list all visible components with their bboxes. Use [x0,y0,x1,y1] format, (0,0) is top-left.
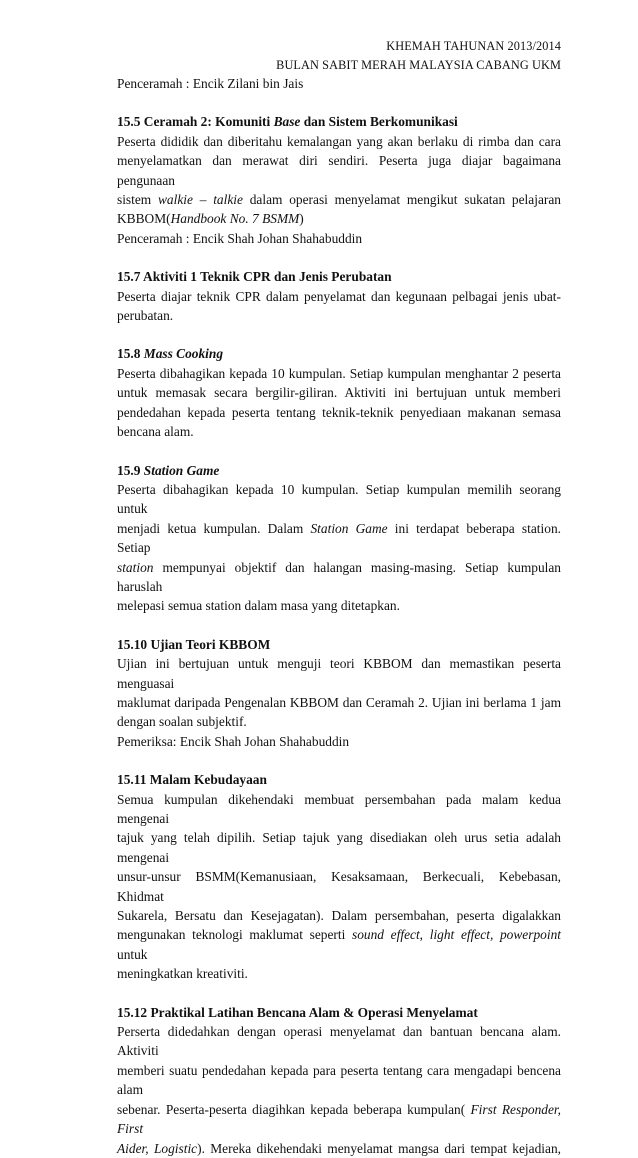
section-15-11-heading: 15.11 Malam Kebudayaan [117,772,267,788]
paragraph-line: Peserta dibahagikan kepada 10 kumpulan. Setiap kumpulan memilih seorang untuk [117,481,561,517]
text-run: mengunakan teknologi maklumat seperti [117,927,352,943]
header-line-2: BULAN SABIT MERAH MALAYSIA CABANG UKM [276,58,561,72]
text-run: dalam operasi menyelamat mengikut sukatan pelajaran [242,192,561,208]
paragraph-line: Peserta diajar teknik CPR dalam penyelamat dan kegunaan pelbagai jenis ubat- [117,288,561,304]
document-body [117,74,561,1158]
heading-text: 15.9 [117,462,144,478]
italic-run: Aider, Logistic [117,1140,198,1156]
paragraph-line: Peserta dididik dan diberitahu kemalangan yang akan berlaku di rimba dan cara [117,133,561,149]
heading-text: dan Sistem Berkomunikasi [300,114,458,130]
page-header [276,37,561,75]
paragraph-line: perubatan. [117,308,174,324]
paragraph-line: Semua kumpulan dikehendaki membuat persembahan pada malam kedua mengenai [117,791,561,826]
italic-run: station [117,559,154,575]
section-15-12-heading: 15.12 Praktikal Latihan Bencana Alam & Operasi Menyelamat [117,1004,478,1020]
section-15-5-speaker: Penceramah : Encik Shah Johan Shahabuddin [117,230,363,246]
header-line-1: KHEMAH TAHUNAN 2013/2014 [386,39,561,53]
heading-italic-text: Station Game [143,462,220,478]
paragraph-line: melepasi semua station dalam masa yang ditetapkan. [117,598,400,614]
paragraph-line [117,209,561,228]
text-run: KBBOM( [117,211,171,227]
section-15-10-heading: 15.10 Ujian Teori KBBOM [117,636,271,652]
intro-speaker: Penceramah : Encik Zilani bin Jais [117,76,304,91]
section-15-10-examiner: Pemeriksa: Encik Shah Johan Shahabuddin [117,733,350,749]
paragraph-line [117,1139,561,1158]
text-run: untuk [117,946,148,962]
paragraph-line: tajuk yang telah dipilih. Setiap tajuk yang disediakan oleh urus setia adalah mengenai [117,830,561,865]
paragraph-line: maklumat daripada Pengenalan KBBOM dan Ceramah 2. Ujian ini berlama 1 jam [117,694,561,710]
section-15-7-heading: 15.7 Aktiviti 1 Teknik CPR dan Jenis Perubatan [117,269,392,285]
italic-run: Station Game [310,520,388,536]
paragraph-line: bencana alam. [117,424,194,440]
paragraph-line [117,519,561,558]
paragraph-line [117,558,561,597]
paragraph-line: untuk memasak secara bergilir-giliran. Aktiviti ini bertujuan untuk memberi [117,385,561,401]
paragraph-line: unsur-unsur BSMM(Kemanusiaan, Kesaksamaan, Berkecuali, Kebebasan, Khidmat [117,869,561,904]
text-run: ). Mereka dikehendaki menyelamat mangsa dari tempat kejadian, [197,1140,561,1156]
italic-run: Handbook No. 7 BSMM [170,211,300,227]
italic-run: light effect, powerpoint [429,927,561,943]
text-run: mempunyai objektif dan halangan masing-masing. Setiap kumpulan haruslah [117,559,561,594]
section-15-5-heading [117,112,561,131]
paragraph-line: meningkatkan kreativiti. [117,966,248,982]
text-run: sebenar. Peserta-peserta diagihkan kepada beberapa kumpulan( [117,1101,471,1117]
paragraph-line: Sukarela, Bersatu dan Kesejagatan). Dalam persembahan, peserta digalakkan [117,908,561,924]
paragraph-line: menyelamatkan dan merawat diri sendiri. Peserta juga diajar bagaimana pengunaan [117,153,561,188]
paragraph-line [117,190,561,209]
paragraph-line: Ujian ini bertujuan untuk menguji teori KBBOM dan memastikan peserta menguasai [117,656,561,691]
paragraph-line [117,1100,561,1139]
section-15-9-heading [117,461,561,480]
text-run: ) [299,211,304,227]
section-15-8-heading [117,344,561,363]
paragraph-line: Peserta dibahagikan kepada 10 kumpulan. Setiap kumpulan menghantar 2 peserta [117,365,561,381]
text-run: , [419,927,430,943]
heading-italic-text: Base [273,114,301,130]
text-run: menjadi ketua kumpulan. Dalam [117,520,311,536]
italic-run: sound effect [352,927,420,943]
paragraph-line: Perserta didedahkan dengan operasi menyelamat dan bantuan bencana alam. Aktiviti [117,1024,561,1059]
paragraph-line: memberi suatu pendedahan kepada para peserta tentang cara mengadapi bencena alam [117,1062,561,1098]
italic-run: First Responder, First [117,1101,561,1137]
text-run: sistem [117,192,158,208]
text-run: ini terdapat beberapa station. Setiap [117,520,561,556]
heading-text: 15.5 Ceramah 2: Komuniti [117,114,274,130]
paragraph-line: dengan soalan subjektif. [117,714,247,730]
heading-italic-text: Mass Cooking [143,346,224,362]
paragraph-line [117,925,561,964]
paragraph-line: pendedahan kepada peserta tentang teknik-teknik penyediaan makanan semasa [117,404,561,420]
italic-run: walkie – talkie [158,192,243,208]
heading-text: 15.8 [117,346,144,362]
